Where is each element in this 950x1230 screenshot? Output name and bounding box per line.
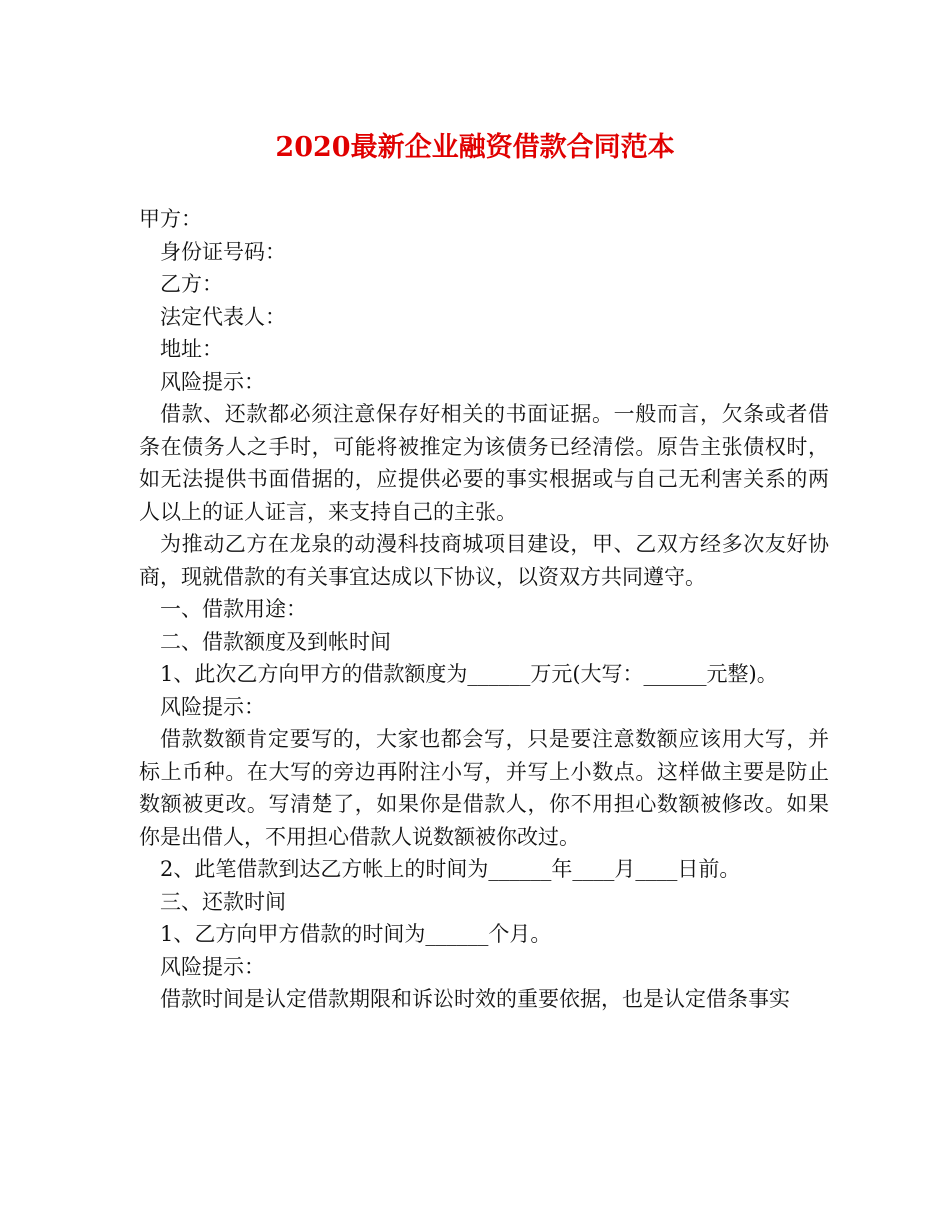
document-body — [139, 203, 829, 1016]
section-heading: 二、借款额度及到帐时间 — [160, 629, 391, 654]
clause-paragraph: 1、乙方向甲方借款的时间为______个月。 — [160, 922, 552, 946]
address-label: 地址： — [160, 337, 223, 361]
risk-notice-heading: 风险提示： — [160, 694, 265, 719]
preamble-paragraph: 为推动乙方在龙泉的动漫科技商城项目建设，甲、乙双方经多次友好协商，现就借款的有关事宜达成以下协议，以资双方共同遵守。 — [139, 532, 829, 589]
document-title: 2020最新企业融资借款合同范本 — [275, 132, 675, 163]
legal-rep-label: 法定代表人： — [160, 304, 286, 329]
risk-notice-heading: 风险提示： — [160, 954, 265, 979]
section-heading: 三、还款时间 — [160, 889, 286, 914]
section-heading: 一、借款用途： — [160, 597, 307, 621]
risk-notice-paragraph: 借款数额肯定要写的，大家也都会写，只是要注意数额应该用大写，并标上币种。在大写的旁边再附注小写，并写上小数点。这样做主要是防止数额被更改。写清楚了，如果你是借款人，你不用担心数额被修改。如果你是出借人，不用担心借款人说数额被你改过。 — [139, 727, 829, 849]
party-b-label: 乙方： — [160, 272, 223, 296]
id-number-label: 身份证号码： — [160, 239, 286, 264]
risk-notice-heading: 风险提示： — [160, 369, 265, 394]
risk-notice-paragraph: 借款时间是认定借款期限和诉讼时效的重要依据，也是认定借条事实 — [160, 987, 790, 1011]
clause-paragraph: 1、此次乙方向甲方的借款额度为______万元(大写：______元整)。 — [160, 662, 778, 686]
clause-paragraph: 2、此笔借款到达乙方帐上的时间为______年____月____日前。 — [160, 857, 741, 881]
risk-notice-paragraph: 借款、还款都必须注意保存好相关的书面证据。一般而言，欠条或者借条在债务人之手时，可能将被推定为该债务已经清偿。原告主张债权时，如无法提供书面借据的，应提供必要的事实根据或与自己无利害关系的两人以上的证人证言，来支持自己的主张。 — [139, 402, 829, 524]
party-a-label: 甲方： — [139, 207, 202, 231]
